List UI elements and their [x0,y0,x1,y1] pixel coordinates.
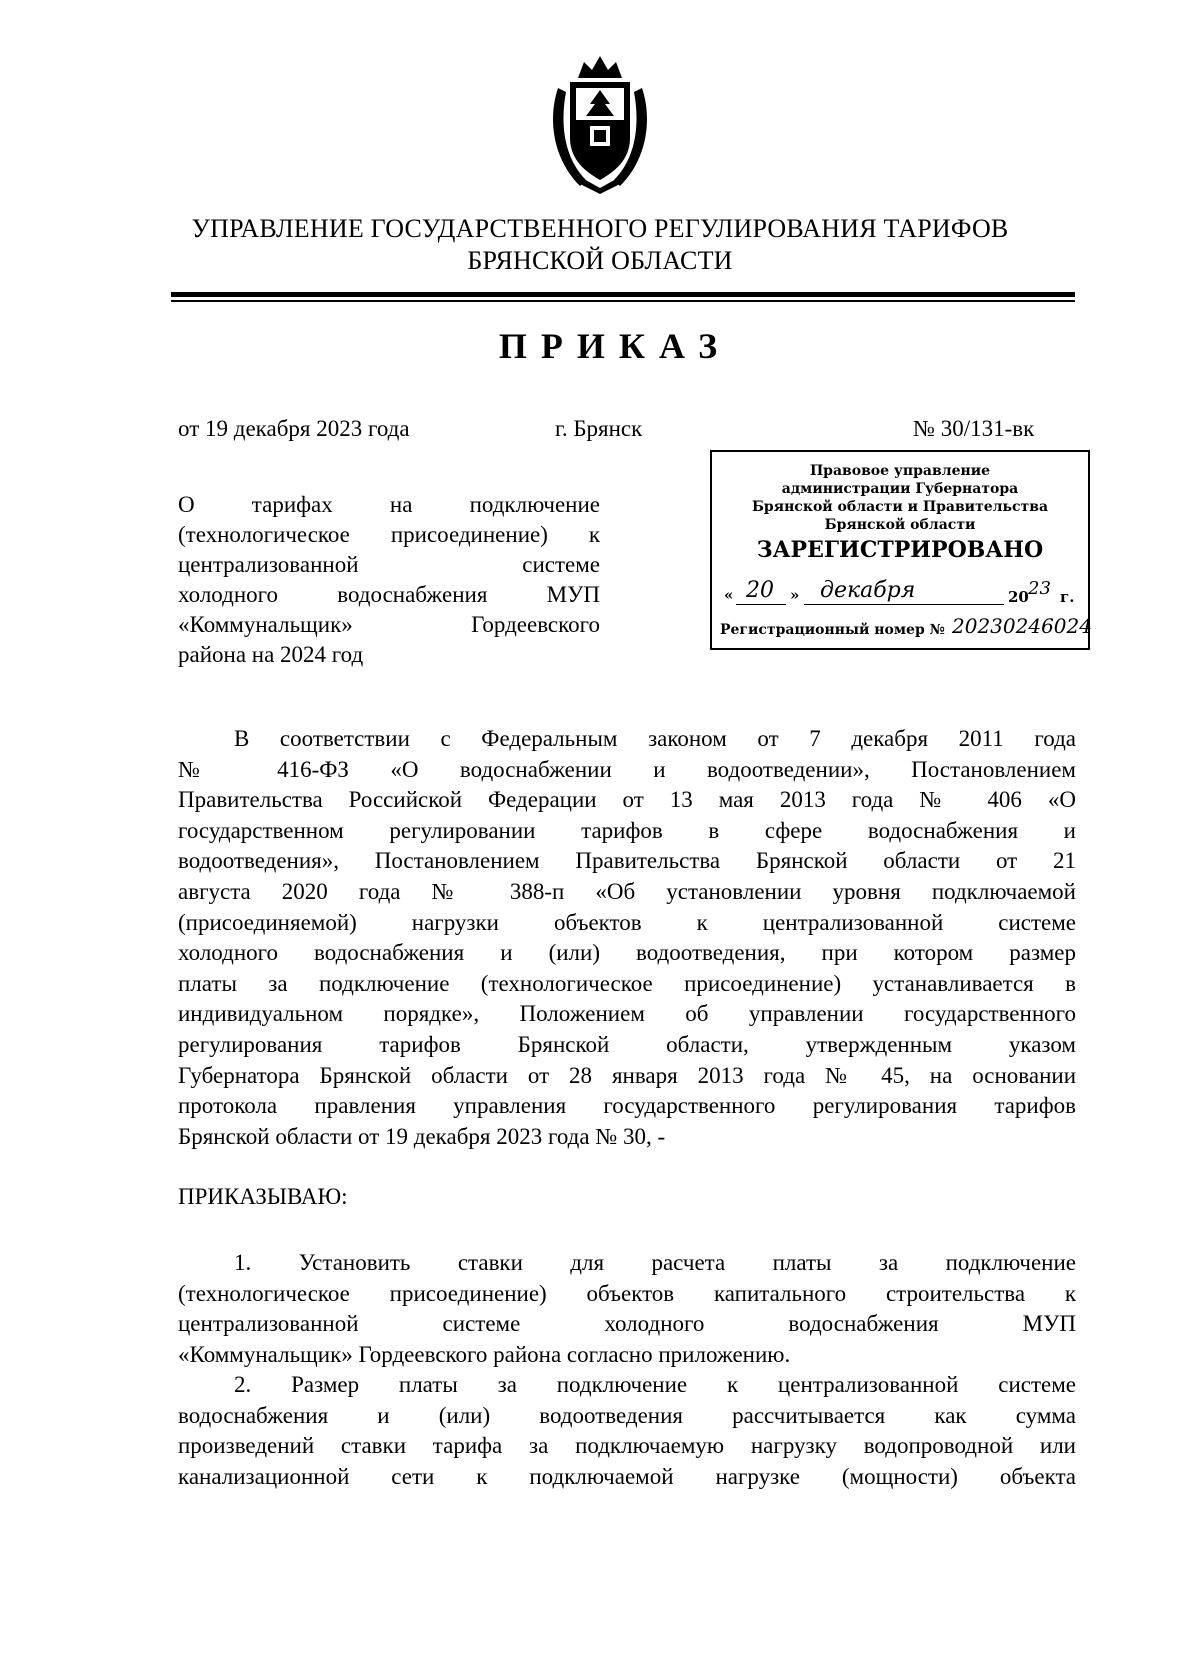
agency-name-line1: УПРАВЛЕНИЕ ГОСУДАРСТВЕННОГО РЕГУЛИРОВАНИЯ ТАРИФОВ [191,214,1009,243]
order-date: от 19 декабря 2023 года [178,416,410,441]
subject-line: централизованной системе [178,552,600,577]
text-line: централизованной системе холодного водоснабжения МУП [178,1311,1076,1337]
document-title: ПРИКАЗ [498,326,732,366]
order-item-1 [178,1248,1076,1370]
order-word: ПРИКАЗЫВАЮ: [178,1184,348,1209]
text-line: (присоединяемой) нагрузки объектов к централизованной системе [178,909,1076,935]
text-line: № 416-ФЗ «О водоснабжении и водоотведении», Постановлением [178,756,1076,782]
stamp-year-prefix: 20 [1008,588,1029,606]
text-line: водоснабжения и (или) водоотведения рассчитывается как сумма [178,1402,1076,1428]
text-line: Правительства Российской Федерации от 13 мая 2013 года № 406 «О [178,787,1076,813]
stamp-registered: ЗАРЕГИСТРИРОВАНО [756,537,1044,563]
order-city: г. Брянск [555,416,643,441]
registration-stamp [710,450,1090,650]
stamp-line: Брянской области [824,517,976,533]
stamp-date: « 20 » декабря 20 23 г. [724,578,1075,606]
coat-of-arms-icon [540,48,660,198]
subject-line: холодного водоснабжения МУП [178,582,600,607]
order-subject [178,490,600,670]
text-line: платы за подключение (технологическое присоединение) устанавливается в [178,970,1076,996]
subject-line: «Коммунальщик» Гордеевского [178,612,600,637]
text-line: 1. Установить ставки для расчета платы за подключение [234,1250,1076,1275]
header-divider-thick [171,292,1075,297]
text-line: августа 2020 года № 388-п «Об установлении уровня подключаемой [178,878,1076,904]
text-line: холодного водоснабжения и (или) водоотведения, при котором размер [178,940,1076,966]
text-line: индивидуальном порядке», Положением об управлении государственного [178,1001,1076,1027]
order-item-2 [178,1370,1076,1492]
text-line: «Коммунальщик» Гордеевского района согласно приложению. [178,1341,791,1367]
text-line: произведений ставки тарифа за подключаемую нагрузку водопроводной или [178,1433,1076,1459]
text-line: канализационной сети к подключаемой нагрузке (мощности) объекта [178,1463,1076,1489]
text-line: водоотведения», Постановлением Правительства Брянской области от 21 [178,848,1076,874]
text-line: регулирования тарифов Брянской области, утвержденным указом [178,1031,1076,1057]
text-line: Брянской области от 19 декабря 2023 года № 30, - [178,1123,666,1149]
stamp-reg-value: 20230246024 [952,614,1092,638]
text-line: 2. Размер платы за подключение к централизованной системе [234,1372,1076,1397]
text-line: Губернатора Брянской области от 28 января 2013 года № 45, на основании [178,1062,1076,1088]
stamp-line: Брянской области и Правительства [751,499,1049,515]
stamp-year-end: г. [1060,588,1075,606]
stamp-line: Правовое управление [809,463,991,479]
stamp-year-suffix: 23 [1028,578,1051,599]
text-line: протокола правления управления государственного регулирования тарифов [178,1093,1076,1119]
subject-line: (технологическое присоединение) к [178,522,600,547]
stamp-line: администрации Губернатора [781,481,1019,497]
preamble-paragraph [178,724,1076,1152]
text-line: (технологическое присоединение) объектов капитального строительства к [178,1280,1076,1306]
stamp-day: 20 [746,578,774,603]
stamp-reg-number [720,614,1092,638]
order-number: № 30/131-вк [913,416,1035,441]
subject-line: О тарифах на подключение [178,492,600,517]
subject-line: района на 2024 год [178,642,364,667]
stamp-reg-label: Регистрационный номер № [720,622,945,638]
stamp-month: декабря [820,578,916,603]
text-line: В соответствии с Федеральным законом от 7 декабря 2011 года [234,726,1076,751]
agency-name-line2: БРЯНСКОЙ ОБЛАСТИ [467,246,733,275]
header-divider-thin [171,300,1075,302]
text-line: государственном регулировании тарифов в сфере водоснабжения и [178,817,1076,843]
